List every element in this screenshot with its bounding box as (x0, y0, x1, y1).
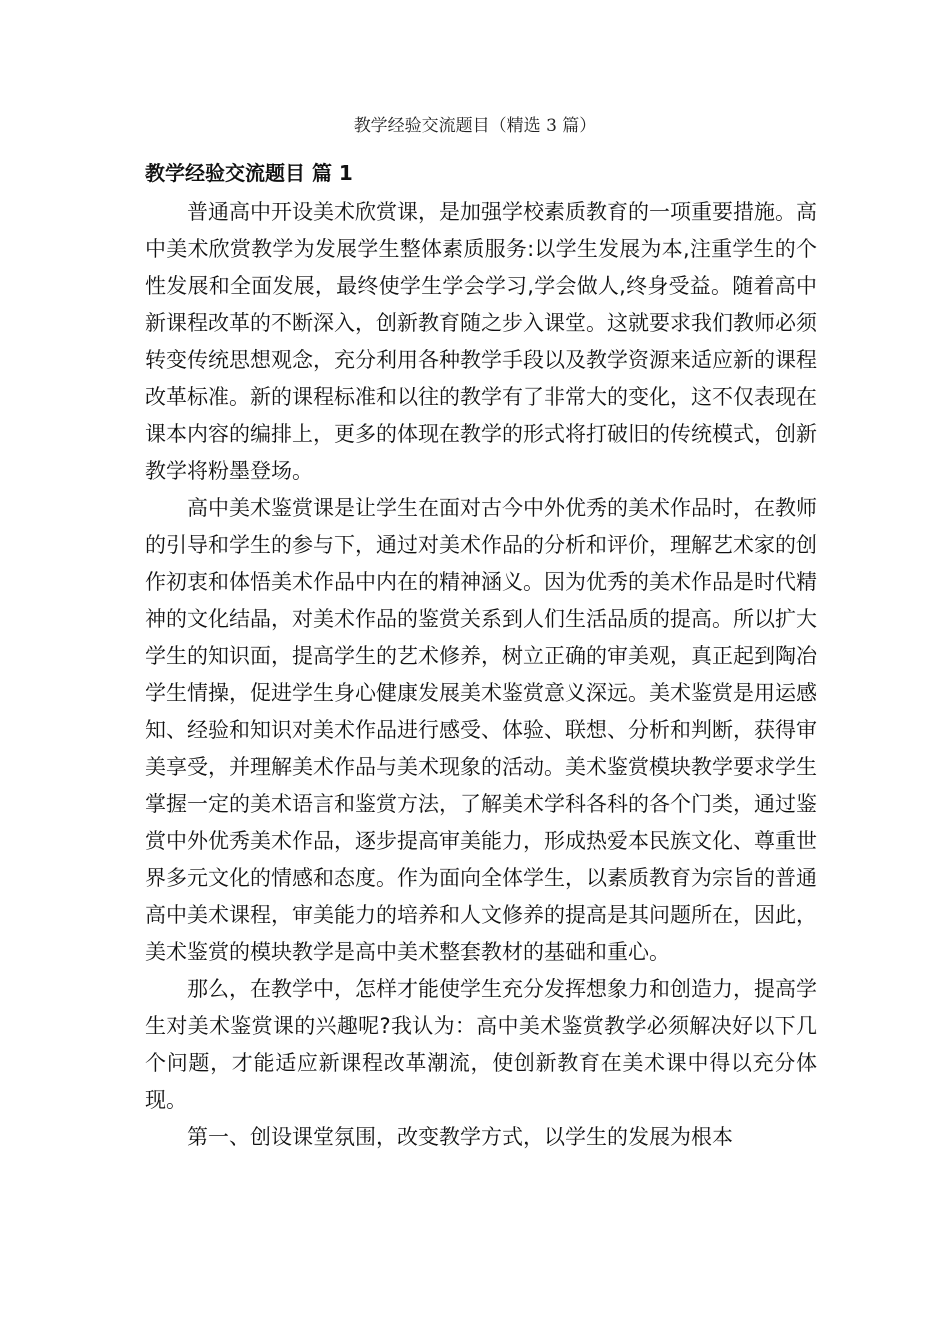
paragraph-3: 那么，在教学中，怎样才能使学生充分发挥想象力和创造力，提高学生对美术鉴赏课的兴趣呢?我认为：高中美术鉴赏教学必须解决好以下几个问题，才能适应新课程改革潮流，使创新教育在美术课中得以充分体现。 (145, 977, 817, 1112)
paragraph-2: 高中美术鉴赏课是让学生在面对古今中外优秀的美术作品时，在教师的引导和学生的参与下，通过对美术作品的分析和评价，理解艺术家的创作初衷和体悟美术作品中内在的精神涵义。因为优秀的美术作品是时代精神的文化结晶，对美术作品的鉴赏关系到人们生活品质的提高。所以扩大学生的知识面，提高学生的艺术修养，树立正确的审美观，真正起到陶冶学生情操，促进学生身心健康发展美术鉴赏意义深远。美术鉴赏是用运感知、经验和知识对美术作品进行感受、体验、联想、分析和判断，获得审美享受，并理解美术作品与美术现象的活动。美术鉴赏模块教学要求学生掌握一定的美术语言和鉴赏方法，了解美术学科各科的各个门类，通过鉴赏中外优秀美术作品，逐步提高审美能力，形成热爱本民族文化、尊重世界多元文化的情感和态度。作为面向全体学生，以素质教育为宗旨的普通高中美术课程，审美能力的培养和人文修养的提高是其问题所在，因此，美术鉴赏的模块教学是高中美术整套教材的基础和重心。 (145, 496, 817, 964)
paragraph-4: 第一、创设课堂氛围，改变教学方式，以学生的发展为根本 (187, 1125, 733, 1149)
body-text (145, 194, 817, 1156)
document-title: 教学经验交流题目（精选 3 篇） (353, 116, 597, 136)
paragraph-1: 普通高中开设美术欣赏课，是加强学校素质教育的一项重要措施。高中美术欣赏教学为发展学生整体素质服务:以学生发展为本,注重学生的个性发展和全面发展，最终使学生学会学习,学会做人,终身受益。随着高中新课程改革的不断深入，创新教育随之步入课堂。这就要求我们教师必须转变传统思想观念，充分利用各种教学手段以及教学资源来适应新的课程改革标准。新的课程标准和以往的教学有了非常大的变化，这不仅表现在课本内容的编排上，更多的体现在教学的形式将打破旧的传统模式，创新教学将粉墨登场。 (145, 200, 817, 483)
section-heading: 教学经验交流题目 篇 1 (145, 161, 353, 185)
